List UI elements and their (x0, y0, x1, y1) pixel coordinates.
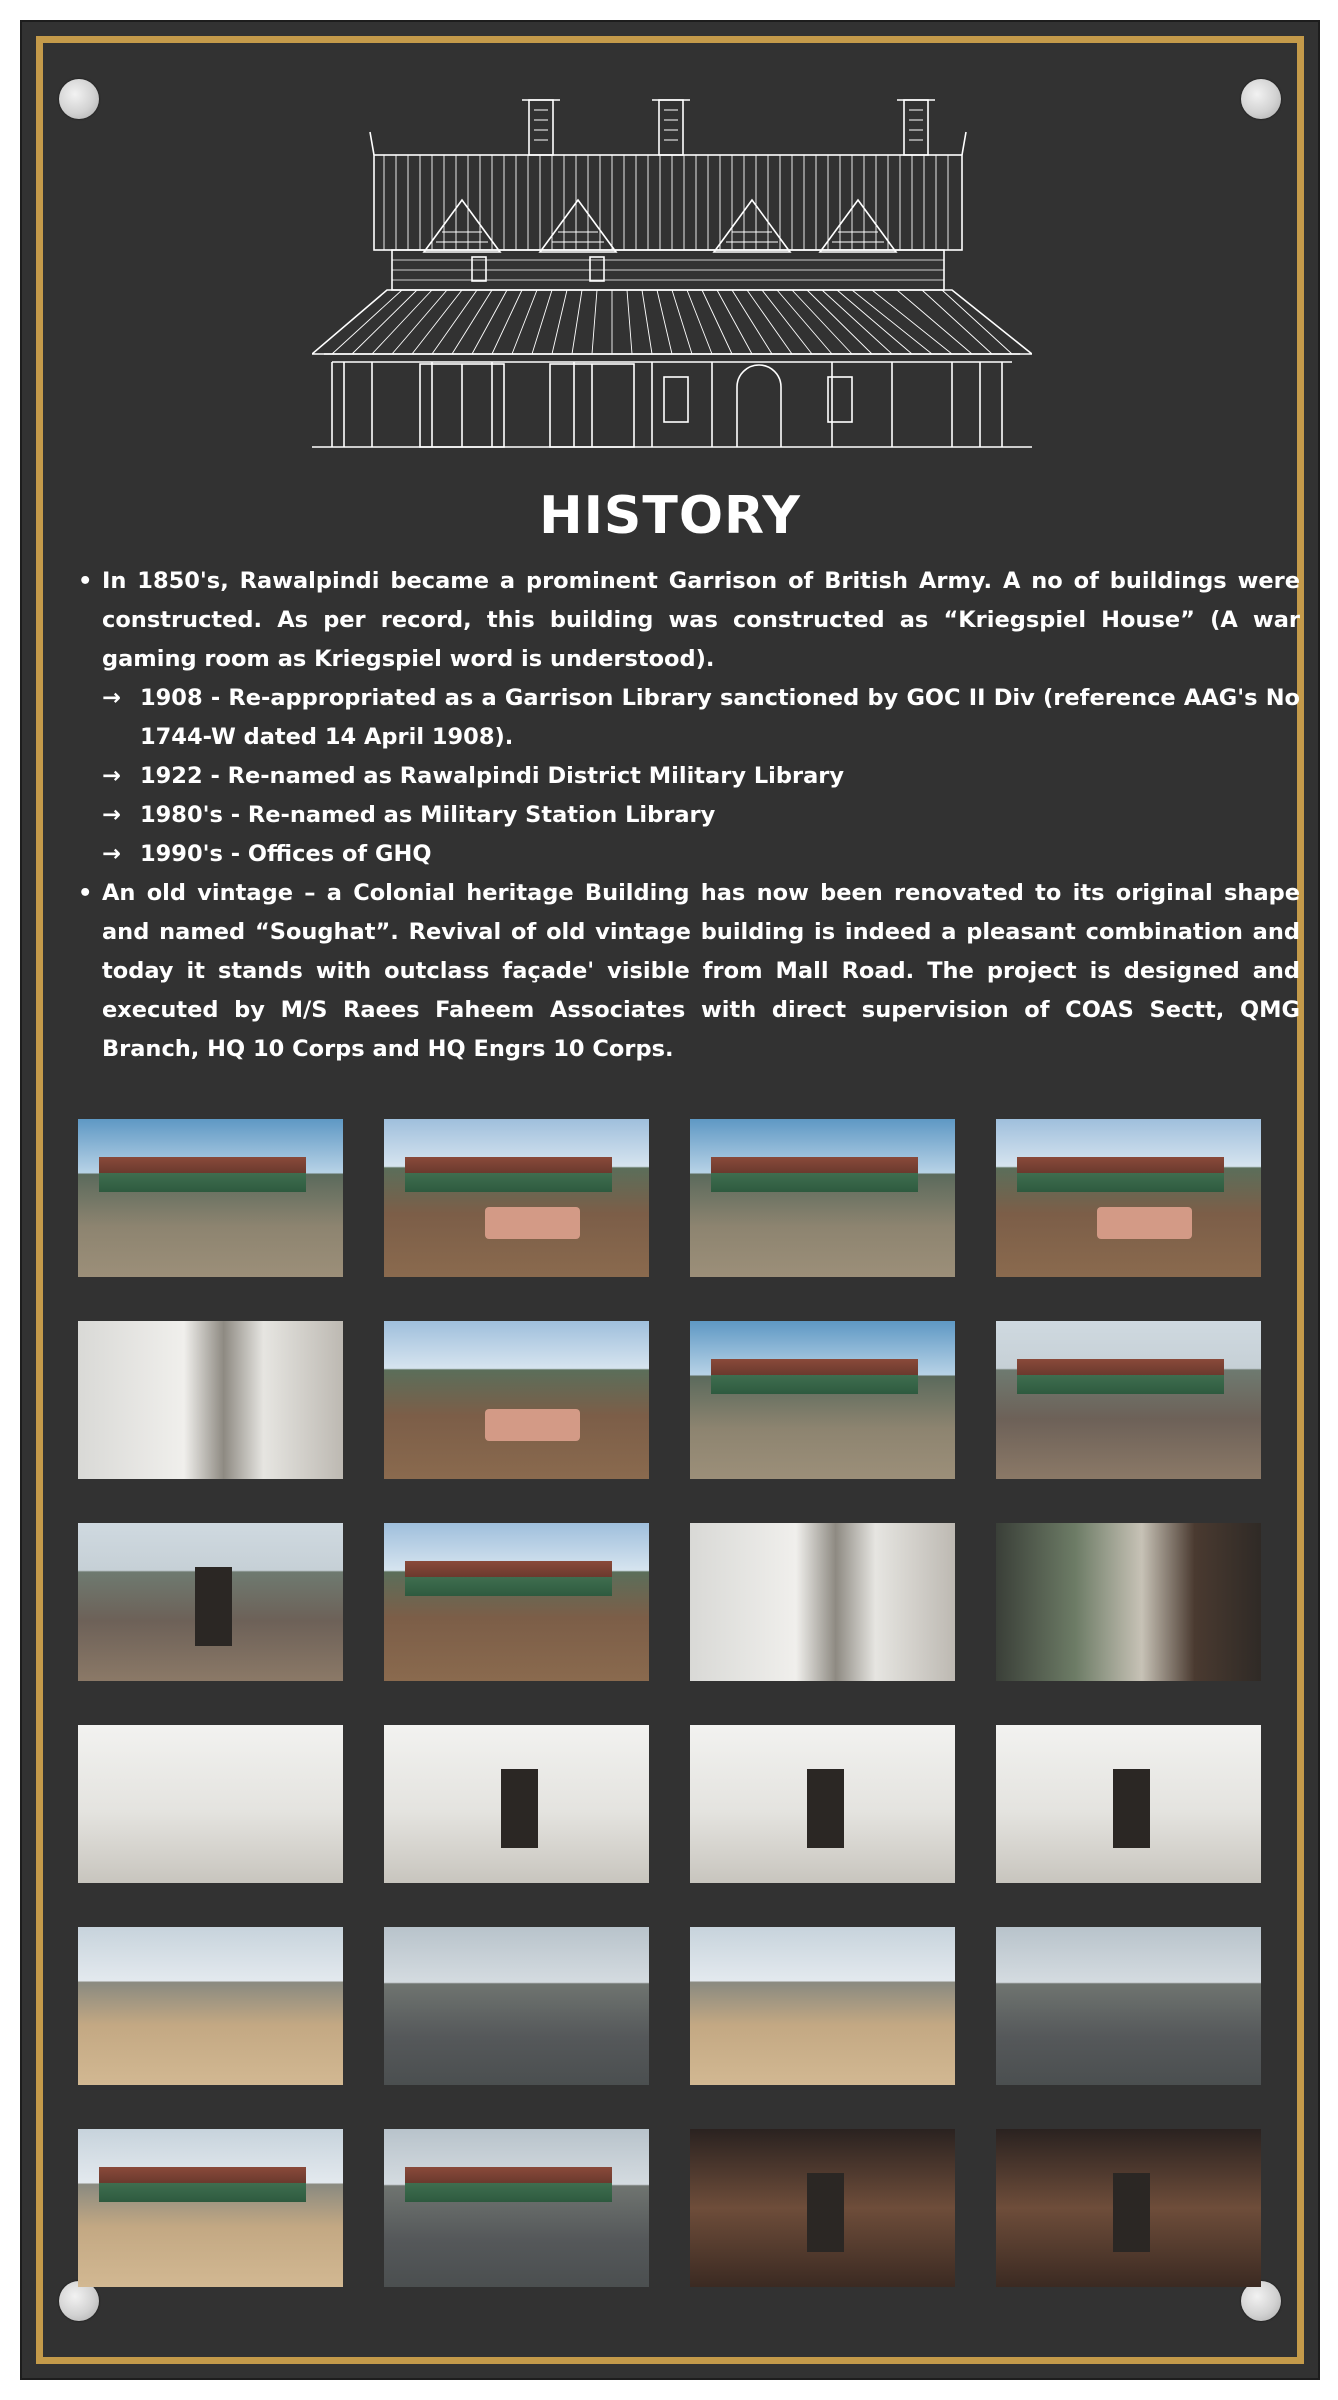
gallery-photo (690, 1725, 955, 1883)
gallery-photo (384, 1119, 649, 1277)
gallery-photo (384, 1927, 649, 2085)
arrow-right-icon: → (102, 763, 121, 789)
gallery-photo (996, 1119, 1261, 1277)
gallery-photo (78, 1725, 343, 1883)
gallery-photo (384, 1321, 649, 1479)
timeline-text: 1908 - Re-appropriated as a Garrison Library sanctioned by GOC II Div (reference AAG's No 1744-W dated 14 April 1908). (140, 685, 1300, 750)
gallery-photo (996, 1321, 1261, 1479)
gallery-photo (690, 2129, 955, 2287)
history-bullet: • In 1850's, Rawalpindi became a prominent Garrison of British Army. A no of buildings were constructed. As per record, this building was constructed as “Kriegspiel House” (A war gaming room as Kriegspiel word is understood). (78, 562, 1300, 679)
timeline-text: 1922 - Re-named as Rawalpindi District Military Library (140, 763, 845, 789)
building-elevation-drawing (312, 92, 1032, 452)
gallery-photo (78, 2129, 343, 2287)
gallery-photo (384, 1523, 649, 1681)
gallery-photo (384, 2129, 649, 2287)
timeline-text: 1980's - Re-named as Military Station Library (140, 802, 716, 828)
screw-icon (59, 2281, 99, 2321)
gallery-photo (78, 1523, 343, 1681)
page-title: HISTORY (539, 486, 801, 546)
gallery-photo (78, 1321, 343, 1479)
screw-icon (1241, 79, 1281, 119)
gallery-photo (384, 1725, 649, 1883)
arrow-right-icon: → (102, 841, 121, 867)
gallery-photo (78, 1927, 343, 2085)
arrow-right-icon: → (102, 802, 121, 828)
timeline-item (78, 757, 1300, 796)
gallery-photo (690, 1523, 955, 1681)
gallery-photo (690, 1119, 955, 1277)
history-text (78, 562, 1300, 1069)
photo-gallery (78, 1119, 1290, 2287)
gallery-photo (78, 1119, 343, 1277)
timeline-item (78, 796, 1300, 835)
timeline-item (78, 679, 1300, 757)
gallery-photo (996, 1725, 1261, 1883)
gallery-photo (690, 1321, 955, 1479)
gallery-photo (996, 1927, 1261, 2085)
screw-icon (1241, 2281, 1281, 2321)
timeline-text: 1990's - Offices of GHQ (140, 841, 432, 867)
arrow-right-icon: → (102, 685, 121, 711)
timeline-item (78, 835, 1300, 874)
gallery-photo (690, 1927, 955, 2085)
gallery-photo (996, 2129, 1261, 2287)
plaque-board (20, 20, 1320, 2380)
history-bullet: • An old vintage – a Colonial heritage Building has now been renovated to its original shape and named “Soughat”. Revival of old vintage building is indeed a pleasant combination and today it stands with outclass façade' visible from Mall Road. The project is designed and executed by M/S Raees Faheem Associates with direct supervision of COAS Sectt, QMG Branch, HQ 10 Corps and HQ Engrs 10 Corps. (78, 874, 1300, 1069)
gallery-photo (996, 1523, 1261, 1681)
screw-icon (59, 79, 99, 119)
